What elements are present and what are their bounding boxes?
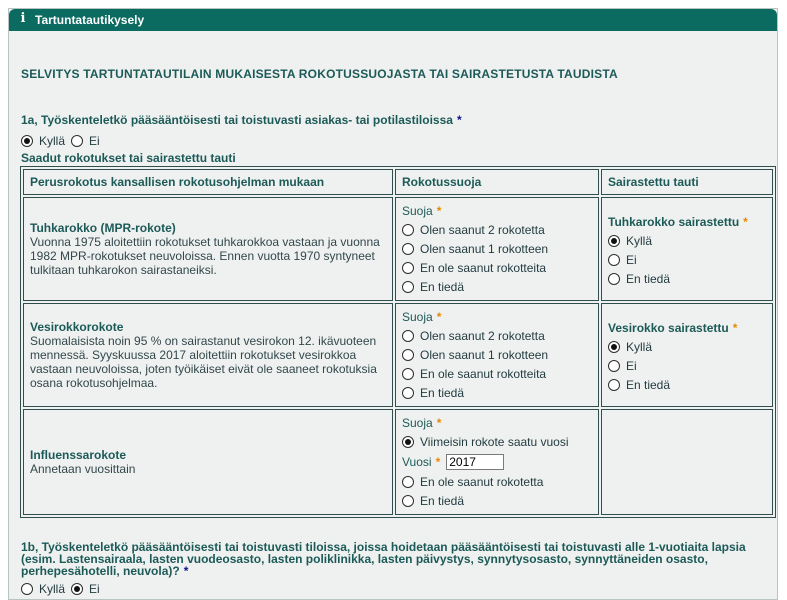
radio-button[interactable] — [402, 476, 414, 488]
q1b-label: 1b, Työskenteletkö pääsääntöisesti tai toistuvasti tiloissa, joissa hoidetaan pääsääntöisesti tai toistuvasti alle 1-vuotiaita lapsia (esim. Lastensairaala, lasten vuodeosasto, lasten poliklinikka, lasten päivystys, synnytysosasto, synnyttäneiden osasto, perhepesähotelli, neuvola)? — [21, 540, 746, 578]
required-mark: * — [436, 310, 442, 324]
q1a-option-kylla[interactable]: Kyllä — [21, 131, 65, 150]
suoja-option[interactable]: Olen saanut 1 rokotteen — [402, 346, 592, 365]
radio-button[interactable] — [402, 495, 414, 507]
required-mark: * — [743, 214, 748, 229]
required-mark: * — [183, 564, 189, 578]
disease-option[interactable]: Kyllä — [608, 231, 766, 250]
radio-button[interactable] — [402, 281, 414, 293]
q1b-option-ei[interactable]: Ei — [71, 579, 100, 598]
radio-button[interactable] — [402, 387, 414, 399]
radio-button[interactable] — [402, 436, 414, 448]
vaccine-description: Annetaan vuosittain — [30, 462, 136, 476]
suoja-option[interactable]: Olen saanut 2 rokotetta — [402, 221, 592, 240]
required-mark: * — [435, 455, 441, 469]
suoja-option[interactable]: En ole saanut rokotteita — [402, 259, 592, 278]
table-row — [23, 303, 773, 407]
suoja-option[interactable]: En tiedä — [402, 278, 592, 297]
q1b-option-kylla[interactable]: Kyllä — [21, 579, 65, 598]
vaccine-description: Vuonna 1975 aloitettiin rokotukset tuhkarokkoa vastaan ja vuonna 1982 MPR-rokotukset neuvoloissa. Ennen vuotta 1970 syntyneet tulkitaan tuhkarokon sairastaneiksi. — [30, 235, 380, 277]
suoja-cell — [395, 197, 599, 301]
vaccine-info — [23, 197, 393, 301]
vaccine-description: Suomalaisista noin 95 % on sairastanut vesirokon 12. ikävuoteen mennessä. Syyskuussa 2017 aloitettiin rokotukset vesirokkoa vastaan neuvoloissa, joten työikäiset eivät ole saaneet rokotuksia osana rokotusohjelmaa. — [30, 334, 377, 390]
q1a-label: 1a, Työskenteletkö pääsääntöisesti tai toistuvasti asiakas- tai potilastiloissa — [21, 113, 453, 127]
vaccine-title: Influenssarokote — [30, 448, 127, 462]
disease-label: Tuhkarokko sairastettu — [608, 214, 740, 229]
suoja-option[interactable]: En tiedä — [402, 384, 592, 403]
header-perusrokotus: Perusrokotus kansallisen rokotusohjelman mukaan — [23, 169, 393, 195]
disease-label: Vesirokko sairastettu — [608, 320, 729, 335]
page-heading: SELVITYS TARTUNTATAUTILAIN MUKAISESTA ROKOTUSSUOJASTA TAI SAIRASTETUSTA TAUDISTA — [21, 67, 618, 81]
radio-button[interactable] — [608, 235, 620, 247]
vaccination-table — [20, 166, 776, 518]
vuosi-row — [402, 452, 592, 473]
radio-button[interactable] — [402, 368, 414, 380]
required-mark: * — [456, 113, 462, 127]
radio-button[interactable] — [402, 349, 414, 361]
disease-cell-empty — [601, 409, 773, 515]
disease-cell — [601, 303, 773, 407]
table-row — [23, 409, 773, 515]
suoja-cell — [395, 303, 599, 407]
panel-title: Tartuntatautikysely — [35, 13, 145, 27]
section-label: Saadut rokotukset tai sairastettu tauti — [21, 151, 236, 165]
panel-header — [9, 9, 777, 31]
header-sairastettu: Sairastettu tauti — [601, 169, 773, 195]
required-mark: * — [732, 320, 738, 335]
table-row — [23, 197, 773, 301]
suoja-option[interactable]: Olen saanut 2 rokotetta — [402, 327, 592, 346]
radio-button[interactable] — [402, 224, 414, 236]
vaccine-info — [23, 303, 393, 407]
disease-option[interactable]: En tiedä — [608, 269, 766, 288]
suoja-option[interactable]: En tiedä — [402, 492, 592, 511]
radio-button[interactable] — [71, 583, 83, 595]
suoja-option[interactable]: Olen saanut 1 rokotteen — [402, 240, 592, 259]
q1b-block — [21, 541, 761, 598]
suoja-option[interactable]: En ole saanut rokotetta — [402, 473, 592, 492]
required-mark: * — [436, 416, 442, 430]
suoja-option[interactable]: Viimeisin rokote saatu vuosi — [402, 433, 592, 452]
vaccine-title: Vesirokkorokote — [30, 320, 124, 334]
radio-button[interactable] — [608, 379, 620, 391]
disease-option[interactable]: Kyllä — [608, 337, 766, 356]
radio-button[interactable] — [608, 254, 620, 266]
disease-option[interactable]: Ei — [608, 356, 766, 375]
radio-button[interactable] — [21, 583, 33, 595]
radio-button[interactable] — [21, 135, 33, 147]
suoja-label: Suoja — [402, 310, 433, 324]
radio-button[interactable] — [608, 273, 620, 285]
suoja-label: Suoja — [402, 204, 433, 218]
radio-button[interactable] — [402, 243, 414, 255]
header-rokotussuoja: Rokotussuoja — [395, 169, 599, 195]
disease-cell — [601, 197, 773, 301]
vuosi-label: Vuosi — [402, 455, 432, 469]
info-icon: i — [20, 11, 26, 26]
suoja-label: Suoja — [402, 416, 433, 430]
suoja-option[interactable]: En ole saanut rokotteita — [402, 365, 592, 384]
radio-button[interactable] — [608, 360, 620, 372]
q1a-option-ei[interactable]: Ei — [71, 131, 100, 150]
vaccine-title: Tuhkarokko (MPR-rokote) — [30, 221, 176, 235]
disease-option[interactable]: En tiedä — [608, 375, 766, 394]
vuosi-input[interactable] — [446, 454, 504, 470]
required-mark: * — [436, 204, 442, 218]
radio-button[interactable] — [71, 135, 83, 147]
radio-button[interactable] — [402, 262, 414, 274]
radio-button[interactable] — [402, 330, 414, 342]
q1a-block — [21, 113, 462, 165]
disease-option[interactable]: Ei — [608, 250, 766, 269]
questionnaire-panel — [8, 8, 778, 600]
suoja-cell — [395, 409, 599, 515]
vaccine-info — [23, 409, 393, 515]
radio-button[interactable] — [608, 341, 620, 353]
